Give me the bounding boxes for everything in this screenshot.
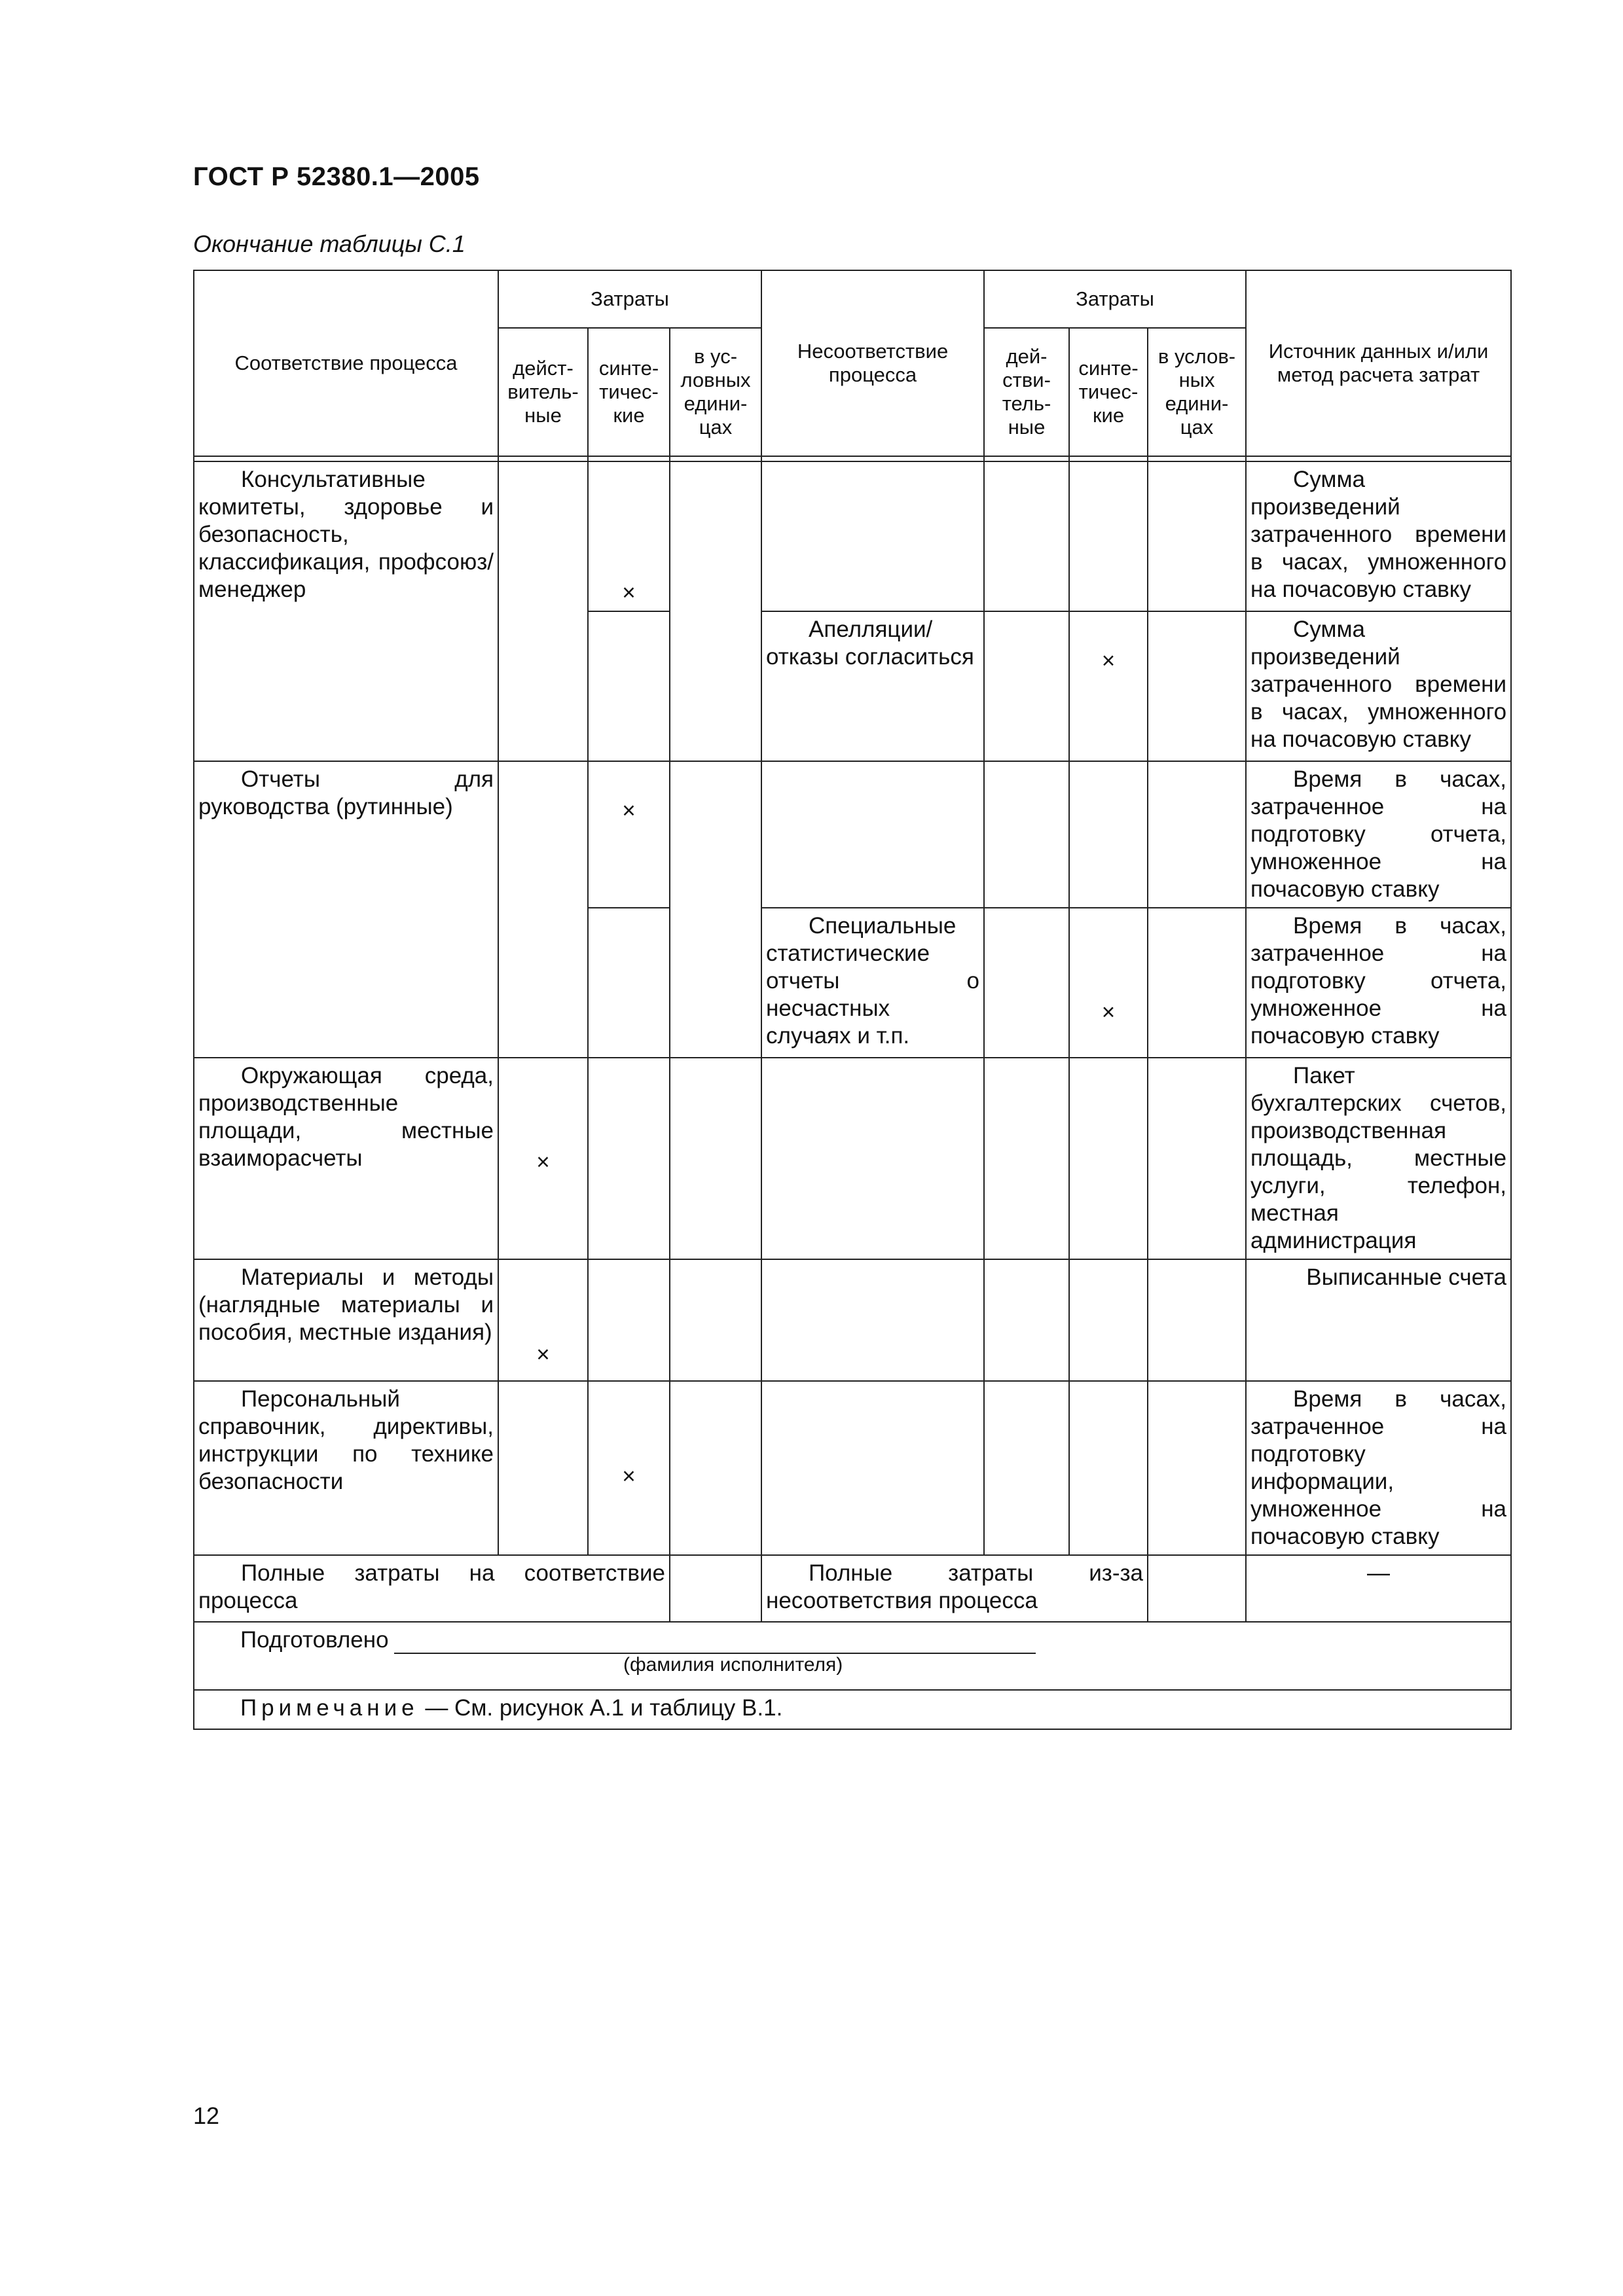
- synthetic-cell: [588, 908, 670, 1058]
- cost-mark: ×: [588, 761, 670, 908]
- table-caption: Окончание таблицы С.1: [193, 230, 465, 257]
- total-conformity: Полные затраты на соответствие процесса: [194, 1555, 670, 1622]
- synthetic-cell-2: [1069, 761, 1148, 908]
- source-cell: Пакет бухгалтерских счетов, производственная площадь, местные услуги, телефон, местная администрация: [1246, 1058, 1511, 1259]
- synthetic-cell: [588, 1259, 670, 1381]
- actual-cell: [498, 461, 588, 761]
- prepared-label: Подготовлено: [240, 1627, 389, 1653]
- source-cell: Время в часах, затраченное на подготовку информации, умноженное на почасовую ставку: [1246, 1381, 1511, 1555]
- prepared-row: [194, 1622, 1511, 1690]
- conformity-cell: Отчеты для руководства (рутинные): [194, 761, 498, 1058]
- units-cell: [670, 461, 761, 761]
- nonconformity-cell: [761, 1259, 984, 1381]
- units-cell-2: [1148, 611, 1246, 761]
- header-source: Источник данных и/или метод расчета затрат: [1246, 270, 1511, 456]
- conformity-cell: Консультативные комитеты, здоровье и безопасность, классификация, профсоюз/менеджер: [194, 461, 498, 761]
- units-cell: [670, 1381, 761, 1555]
- table-row: [194, 461, 1511, 611]
- units-cell: [670, 761, 761, 1058]
- conformity-cell: Персональный справочник, директивы, инструкции по технике безопасности: [194, 1381, 498, 1555]
- total-source: —: [1246, 1555, 1511, 1622]
- nonconformity-cell: [761, 1381, 984, 1555]
- synthetic-cell: [588, 1058, 670, 1259]
- total-nonconformity-value: [1148, 1555, 1246, 1622]
- conformity-cell: Материалы и методы (наглядные материалы и пособия, местные издания): [194, 1259, 498, 1381]
- page-number: 12: [193, 2102, 220, 2129]
- actual-cell: [498, 761, 588, 1058]
- source-cell: Выписанные счета: [1246, 1259, 1511, 1381]
- source-cell: Время в часах, затраченное на подготовку отчета, умноженное на почасовую ставку: [1246, 908, 1511, 1058]
- cost-mark: ×: [1069, 611, 1148, 761]
- table-row: [194, 1381, 1511, 1555]
- source-cell: Время в часах, затраченное на подготовку отчета, умноженное на почасовую ставку: [1246, 761, 1511, 908]
- units-cell-2: [1148, 761, 1246, 908]
- actual-cell-2: [984, 908, 1069, 1058]
- prepared-cell: [194, 1622, 1511, 1690]
- actual-cell-2: [984, 1058, 1069, 1259]
- nonconformity-cell: Специальные статистические отчеты о несчастных случаях и т.п.: [761, 908, 984, 1058]
- header-conformity: Соответствие процесса: [194, 270, 498, 456]
- actual-cell-2: [984, 1259, 1069, 1381]
- total-conformity-value: [670, 1555, 761, 1622]
- nonconformity-cell: [761, 1058, 984, 1259]
- actual-cell: [498, 1381, 588, 1555]
- synthetic-cell: [588, 611, 670, 761]
- synthetic-cell-2: [1069, 1259, 1148, 1381]
- header-units-2: в услов-ных едини-цах: [1148, 328, 1246, 456]
- header-actual: дейст-витель-ные: [498, 328, 588, 456]
- actual-cell-2: [984, 611, 1069, 761]
- table-row: [194, 1058, 1511, 1259]
- synthetic-cell-2: [1069, 461, 1148, 611]
- nonconformity-cell: Апелляции/отказы согласиться: [761, 611, 984, 761]
- signature-line: [394, 1626, 1036, 1654]
- units-cell-2: [1148, 1259, 1246, 1381]
- synthetic-cell-2: [1069, 1381, 1148, 1555]
- header-synthetic-2: синте-тичес-кие: [1069, 328, 1148, 456]
- note-cell: [194, 1690, 1511, 1729]
- document-title: ГОСТ Р 52380.1—2005: [193, 162, 480, 191]
- cost-mark: ×: [498, 1058, 588, 1259]
- note-text: — См. рисунок А.1 и таблицу В.1.: [418, 1695, 783, 1721]
- nonconformity-cell: [761, 761, 984, 908]
- units-cell-2: [1148, 461, 1246, 611]
- totals-row: [194, 1555, 1511, 1622]
- nonconformity-cell: [761, 461, 984, 611]
- source-cell: Сумма произведений затраченного времени в часах, умноженного на почасовую ставку: [1246, 611, 1511, 761]
- units-cell-2: [1148, 1381, 1246, 1555]
- header-units: в ус-ловных едини-цах: [670, 328, 761, 456]
- units-cell-2: [1148, 1058, 1246, 1259]
- note-label: Примечание: [240, 1695, 419, 1721]
- header-separator: [194, 456, 1511, 461]
- units-cell: [670, 1058, 761, 1259]
- table-row: [194, 1259, 1511, 1381]
- actual-cell-2: [984, 761, 1069, 908]
- header-row-1: [194, 270, 1511, 328]
- header-nonconformity: Несоответствие процесса: [761, 270, 984, 456]
- units-cell-2: [1148, 908, 1246, 1058]
- prepared-hint: (фамилия исполнителя): [623, 1654, 843, 1676]
- header-costs: Затраты: [498, 270, 761, 328]
- actual-cell-2: [984, 1381, 1069, 1555]
- total-nonconformity: Полные затраты из-за несоответствия процесса: [761, 1555, 1148, 1622]
- cost-table: [193, 270, 1512, 1730]
- cost-mark: ×: [588, 1381, 670, 1555]
- header-synthetic: синте-тичес-кие: [588, 328, 670, 456]
- source-cell: Сумма произведений затраченного времени в часах, умноженного на почасовую ставку: [1246, 461, 1511, 611]
- header-actual-2: дей-стви-тель-ные: [984, 328, 1069, 456]
- conformity-cell: Окружающая среда, производственные площади, местные взаиморасчеты: [194, 1058, 498, 1259]
- synthetic-cell-2: [1069, 1058, 1148, 1259]
- cost-mark: ×: [588, 461, 670, 611]
- cost-mark: ×: [1069, 908, 1148, 1058]
- cost-mark: ×: [498, 1259, 588, 1381]
- header-costs-2: Затраты: [984, 270, 1246, 328]
- note-row: [194, 1690, 1511, 1729]
- actual-cell-2: [984, 461, 1069, 611]
- units-cell: [670, 1259, 761, 1381]
- table-row: [194, 761, 1511, 908]
